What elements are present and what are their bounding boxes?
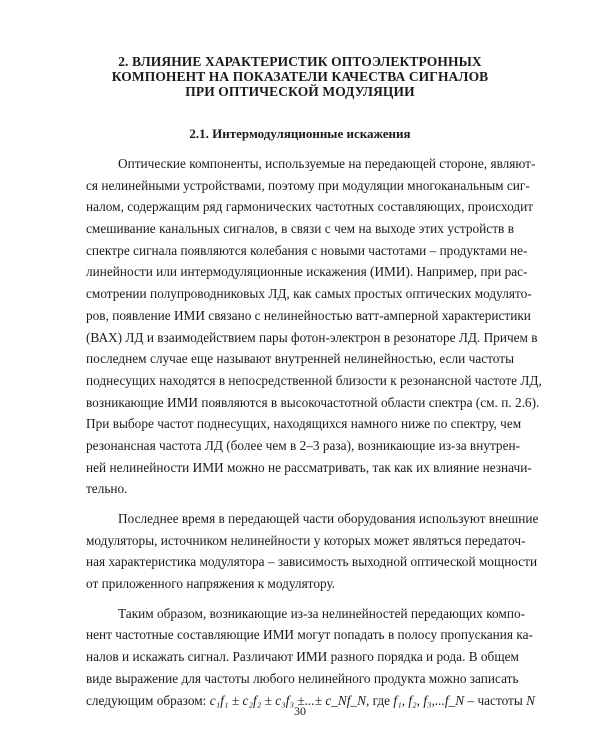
paragraph-line: ная характеристика модулятора – зависимость выходной оптической мощности bbox=[86, 554, 538, 570]
paragraph-line: налом, содержащим ряд гармонических частотных составляющих, происходит bbox=[86, 199, 534, 215]
paragraph-line: ся нелинейными устройствами, поэтому при модуляции многоканальным сиг- bbox=[86, 177, 530, 193]
paragraph-line: от приложенного напряжения к модулятору. bbox=[86, 576, 336, 592]
paragraph-line: Оптические компоненты, используемые на передающей стороне, являют- bbox=[118, 156, 536, 171]
formula-prefix: следующим образом: bbox=[86, 692, 207, 708]
chapter-title bbox=[100, 54, 500, 99]
formula-middle: , где bbox=[365, 692, 391, 708]
paragraph-line: ней нелинейности ИМИ можно не рассматривать, так как их влияние незначи- bbox=[86, 459, 532, 475]
chapter-title-line: ПРИ ОПТИЧЕСКОЙ МОДУЛЯЦИИ bbox=[185, 84, 415, 99]
body-text bbox=[86, 153, 542, 711]
paragraph-line: При выборе частот поднесущих, находящихся намного ниже по спектру, чем bbox=[86, 416, 522, 432]
formula-suffix: – частоты bbox=[467, 692, 523, 708]
formula-tail: N bbox=[526, 692, 536, 708]
paragraph-line: линейности или интермодуляционные искажения (ИМИ). Например, при рас- bbox=[86, 264, 528, 280]
section-title: 2.1. Интермодуляционные искажения bbox=[189, 126, 411, 141]
paragraph-line: нент частотные составляющие ИМИ могут попадать в полосу пропускания ка- bbox=[86, 627, 533, 643]
nonlinear-product-formula: c₁f₁ ± c₂f₂ ± c₃f₃ ±...± c_Nf_N bbox=[209, 692, 366, 708]
paragraph-line: поднесущих находятся в непосредственной близости к резонансной частоте ЛД, bbox=[86, 372, 542, 388]
paragraph-line: возникающие ИМИ появляются в высокочастотной области спектра (см. п. 2.6). bbox=[86, 394, 540, 410]
chapter-title-line: КОМПОНЕНТ НА ПОКАЗАТЕЛИ КАЧЕСТВА СИГНАЛОВ bbox=[111, 69, 489, 84]
paragraph-line: резонансная частота ЛД (более чем в 2–3 раза), возникающие из-за внутрен- bbox=[86, 437, 521, 453]
paragraph-line: смотрении полупроводниковых ЛД, как самых простых оптических модулято- bbox=[86, 286, 532, 302]
paragraph-line: Последнее время в передающей части оборудования используют внешние bbox=[118, 511, 539, 526]
chapter-title-line: 2. ВЛИЯНИЕ ХАРАКТЕРИСТИК ОПТОЭЛЕКТРОННЫХ bbox=[118, 54, 482, 69]
page-number: 30 bbox=[294, 704, 306, 718]
paragraph-line: спектре сигнала появляются колебания с новыми частотами – продуктами не- bbox=[86, 242, 528, 258]
paragraph-line: модуляторы, источником нелинейности у которых может являться передаточ- bbox=[86, 532, 526, 548]
paragraph-line: последнем случае еще называют внутренней нелинейностью, если частоты bbox=[86, 351, 514, 367]
paragraph-line: тельно. bbox=[86, 481, 128, 497]
paragraph-line: ров, появление ИМИ связано с нелинейностью ватт-амперной характеристики bbox=[86, 307, 531, 323]
paragraph-line: Таким образом, возникающие из-за нелинейностей передающих компо- bbox=[118, 605, 526, 621]
paragraph-line: виде выражение для частоты любого нелинейного продукта можно записать bbox=[86, 670, 519, 686]
paragraph-line: смешивание канальных сигналов, в связи с чем на выходе этих устройств в bbox=[86, 221, 514, 237]
paragraph-line: налов и искажать сигнал. Различают ИМИ разного порядка и рода. В общем bbox=[86, 649, 519, 665]
frequency-list: f₁, f₂, f₃,...f_N bbox=[393, 692, 465, 708]
paragraph-line: (ВАХ) ЛД и взаимодействием пары фотон-электрон в резонаторе ЛД. Причем в bbox=[86, 329, 538, 345]
